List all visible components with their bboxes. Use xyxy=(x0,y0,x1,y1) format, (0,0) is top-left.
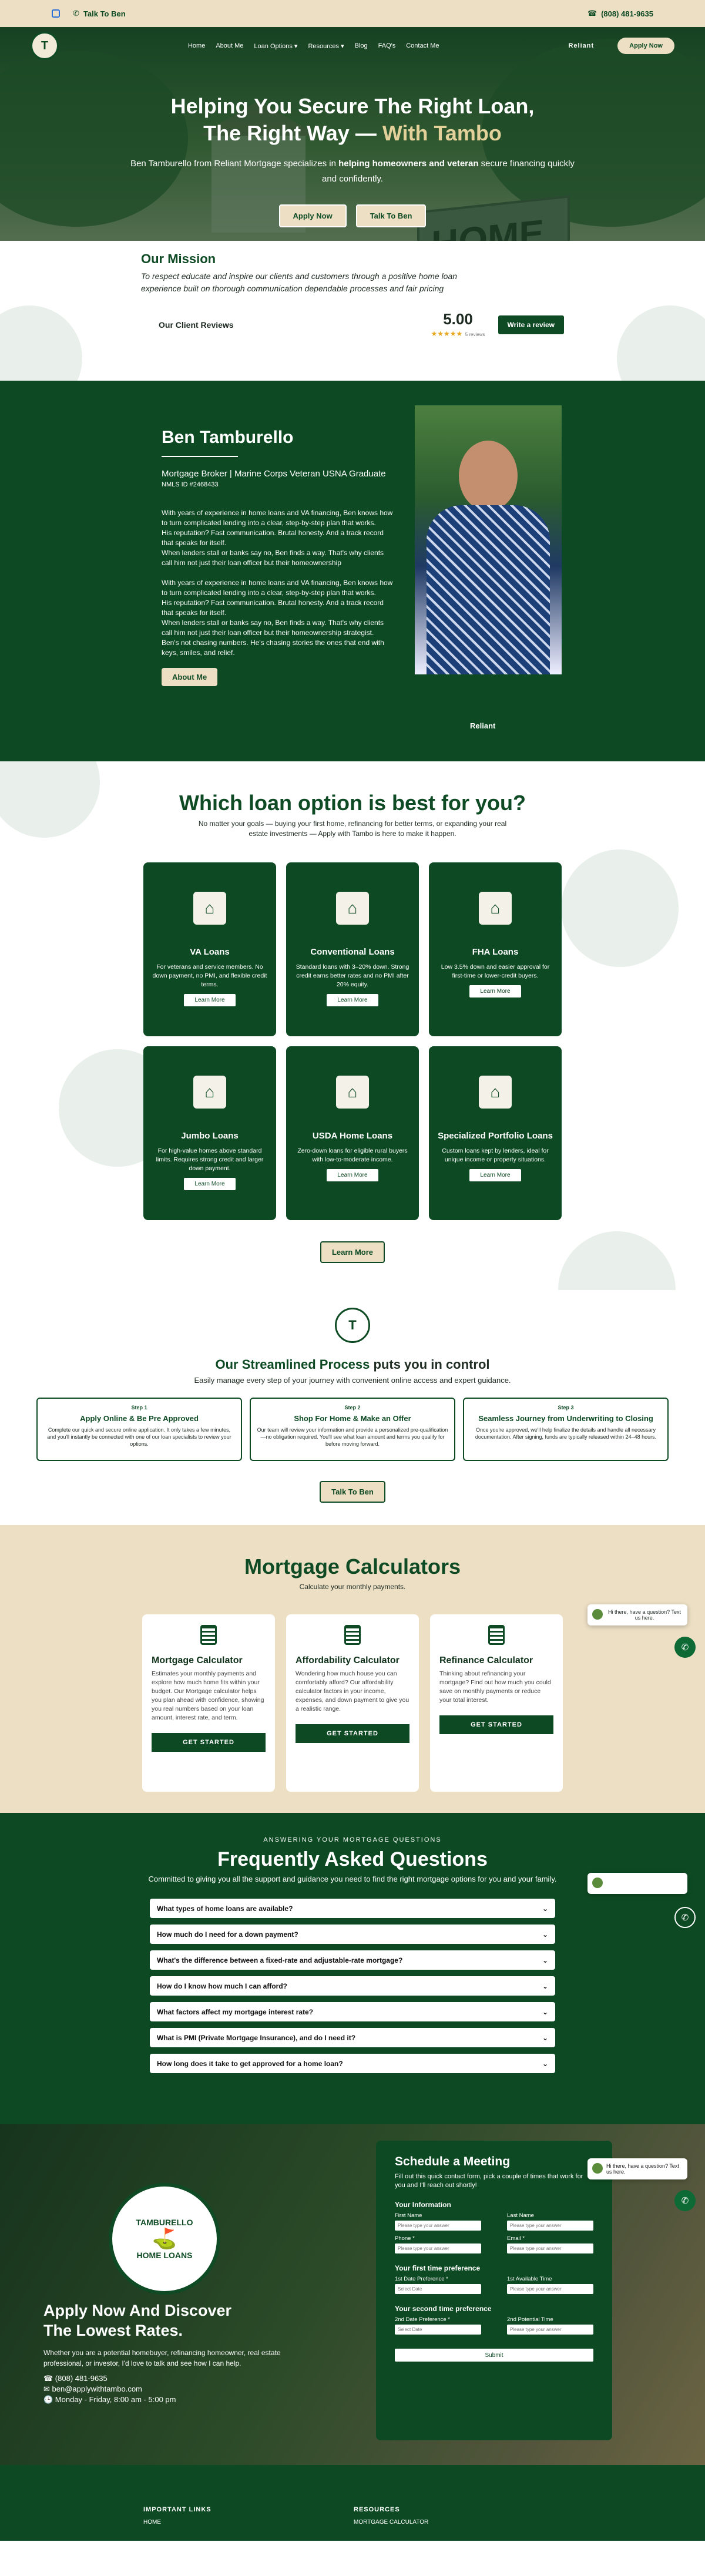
nav-apply-button[interactable]: Apply Now xyxy=(617,38,674,54)
footer-heading: IMPORTANT LINKS xyxy=(143,2506,212,2513)
time2-input[interactable] xyxy=(507,2325,593,2335)
calculator-icon xyxy=(344,1625,361,1645)
faq-list xyxy=(150,1899,555,2073)
house-icon: ⌂ xyxy=(479,1076,512,1109)
chat-launcher-icon[interactable]: ✆ xyxy=(674,2190,696,2211)
chat-launcher-icon[interactable]: ✆ xyxy=(674,1637,696,1658)
learn-more-button[interactable]: Learn More xyxy=(469,1169,521,1181)
nav-item-home[interactable]: Home xyxy=(187,42,206,49)
faq-item[interactable]: What factors affect my mortgage interest rate? ⌄ xyxy=(150,2002,555,2021)
get-started-button[interactable]: GET STARTED xyxy=(152,1733,266,1752)
review-count: 5 reviews xyxy=(465,332,485,337)
calculator-card-refinance: Refinance Calculator Thinking about refinancing your mortgage? Find out how much you could save on monthly payments or reduce your total interest. GET STARTED xyxy=(430,1614,563,1792)
chevron-down-icon: ⌄ xyxy=(542,1956,548,1964)
house-icon: ⌂ xyxy=(193,1076,226,1109)
nav-item-blog[interactable]: Blog xyxy=(354,42,368,49)
contact-text: Whether you are a potential homebuyer, refinancing homeowner, real estate professional, or investor, I'd love to talk and see how I can help. xyxy=(43,2349,281,2367)
calculator-card-affordability: Affordability Calculator Wondering how much house you can comfortably afford? Our affordability calculator factors in your income, expenses, and down payment to give you a realistic range. GET STARTED xyxy=(286,1614,419,1792)
learn-more-button[interactable]: Learn More xyxy=(327,1169,378,1181)
house-icon: ⌂ xyxy=(479,892,512,925)
faq-item[interactable]: How do I know how much I can afford? ⌄ xyxy=(150,1976,555,1996)
contact-email[interactable]: ✉ ben@applywithtambo.com xyxy=(43,2384,142,2393)
footer-link-mortgage-calculator[interactable]: MORTGAGE CALCULATOR xyxy=(354,2519,429,2525)
process-step-1: Step 1 Apply Online & Be Pre Approved Complete our quick and secure online application. It only takes a few minutes, and you'll instantly be connected with one of our loan specialists to review your options. xyxy=(36,1398,242,1461)
footer-link-home[interactable]: HOME xyxy=(143,2519,161,2525)
about-name: Ben Tamburello xyxy=(162,428,294,447)
facebook-icon[interactable] xyxy=(52,9,60,18)
date2-input[interactable] xyxy=(395,2325,481,2335)
faq-eyebrow: ANSWERING YOUR MORTGAGE QUESTIONS xyxy=(263,1836,442,1843)
phone-icon: ✆ xyxy=(73,9,79,18)
talk-to-ben-link[interactable]: ✆ Talk To Ben xyxy=(73,9,126,18)
chevron-down-icon: ⌄ xyxy=(542,2007,548,2016)
reliant-logo: Reliant xyxy=(470,721,496,730)
process-step-2: Step 2 Shop For Home & Make an Offer Our team will review your information and provide a personalized pre-qualification—no obligation required. You'll see what loan amount and terms you qualify for before moving forward. xyxy=(250,1398,455,1461)
calculator-icon xyxy=(200,1625,217,1645)
nav-item-resources[interactable]: Resources ▾ xyxy=(308,42,344,50)
learn-more-button[interactable]: Learn More xyxy=(184,1178,235,1190)
main-nav xyxy=(0,27,705,65)
last-name-input[interactable] xyxy=(507,2221,593,2231)
nav-item-faqs[interactable]: FAQ's xyxy=(378,42,396,49)
site-logo[interactable]: T xyxy=(31,32,59,60)
first-name-input[interactable] xyxy=(395,2221,481,2231)
about-me-button[interactable]: About Me xyxy=(162,668,217,686)
calculator-card-mortgage: Mortgage Calculator Estimates your monthly payments and explore how much home fits within your budget. Our Mortgage calculator helps you plan ahead with confidence, showing you real numbers based on your loan amount, interest rate, and term. GET STARTED xyxy=(142,1614,275,1792)
avatar xyxy=(592,1609,603,1620)
nav-item-about[interactable]: About Me xyxy=(216,42,244,49)
chat-popup[interactable]: Hi there, have a question? Text us here. xyxy=(588,1873,687,1894)
form-title: Schedule a Meeting xyxy=(395,2155,511,2168)
learn-more-button[interactable]: Learn More xyxy=(184,994,235,1006)
hero-talk-button[interactable]: Talk To Ben xyxy=(356,204,427,227)
mission-title: Our Mission xyxy=(141,251,216,266)
schedule-meeting-form: Schedule a Meeting Fill out this quick contact form, pick a couple of times that work for you and I'll reach out shortly! Your Information First Name Please type your answer Last Name Please type your answer Phone * Please type your answer Email * Please type your answer Your first time preference 1st Date Preference * Select Date 1st Available Time Please type your answer Your second time preference 2nd Date Preference * Select Date 2nd Potential Time Please type your answer Submit xyxy=(376,2141,612,2440)
get-started-button[interactable]: GET STARTED xyxy=(439,1715,553,1734)
loans-title: Which loan option is best for you? xyxy=(179,791,526,815)
learn-more-button[interactable]: Learn More xyxy=(327,994,378,1006)
mission-text: To respect educate and inspire our clients and customers through a positive home loan experience built on thorough communication dependable processes and fair pricing xyxy=(141,271,458,293)
faq-item[interactable]: How much do I need for a down payment? ⌄ xyxy=(150,1925,555,1944)
nav-item-loan-options[interactable]: Loan Options ▾ xyxy=(254,42,298,50)
chat-popup[interactable]: Hi there, have a question? Text us here. xyxy=(588,2158,687,2179)
footer xyxy=(0,2465,705,2541)
tamburello-home-loans-logo: TAMBURELLO ⛳ HOME LOANS xyxy=(109,2183,220,2295)
hero-subtitle: Ben Tamburello from Reliant Mortgage specializes in helping homeowners and veteran secure financing quickly and confidently. xyxy=(130,159,575,184)
topbar-phone[interactable]: ☎ (808) 481-9635 xyxy=(587,9,653,18)
faq-item[interactable]: What is PMI (Private Mortgage Insurance), and do I need it? ⌄ xyxy=(150,2028,555,2047)
submit-button[interactable]: Submit xyxy=(395,2349,593,2362)
house-icon: ⌂ xyxy=(336,892,369,925)
chevron-down-icon: ⌄ xyxy=(542,1981,548,1990)
calculators-section xyxy=(0,1525,705,1813)
house-icon: ⌂ xyxy=(193,892,226,925)
loan-card-usda: ⌂ USDA Home Loans Zero-down loans for eligible rural buyers with low-to-moderate income. Learn More xyxy=(286,1046,419,1220)
phone-icon: ☎ xyxy=(587,9,597,18)
contact-title: Apply Now And Discover The Lowest Rates. xyxy=(43,2302,232,2339)
reviews-widget xyxy=(141,310,564,339)
top-bar xyxy=(0,0,705,27)
loan-card-fha: ⌂ FHA Loans Low 3.5% down and easier approval for first-time or lower-credit buyers. Learn More xyxy=(429,862,562,1036)
reviews-label: Our Client Reviews xyxy=(159,320,234,330)
about-section xyxy=(0,381,705,761)
loan-card-va: ⌂ VA Loans For veterans and service members. No down payment, no PMI, and flexible credit terms. Learn More xyxy=(143,862,276,1036)
faq-item[interactable]: What's the difference between a fixed-rate and adjustable-rate mortgage? ⌄ xyxy=(150,1950,555,1970)
loans-intro: No matter your goals — buying your first home, refinancing for better terms, or expanding your real estate investments — Apply with Tambo is here to make it happen. xyxy=(198,820,507,838)
mission-section xyxy=(0,241,705,381)
calculator-icon xyxy=(488,1625,505,1645)
time1-input[interactable] xyxy=(507,2284,593,2294)
nav-menu xyxy=(188,42,439,50)
footer-heading: RESOURCES xyxy=(354,2506,400,2513)
avatar xyxy=(592,1878,603,1888)
review-score: 5.00 xyxy=(443,310,473,328)
loan-card-portfolio: ⌂ Specialized Portfolio Loans Custom loans kept by lenders, ideal for unique income or property situations. Learn More xyxy=(429,1046,562,1220)
get-started-button[interactable]: GET STARTED xyxy=(296,1724,409,1743)
nav-item-contact[interactable]: Contact Me xyxy=(406,42,439,49)
avatar xyxy=(592,2163,603,2174)
star-rating-icon: ★★★★★ xyxy=(431,330,463,338)
contact-hours: 🕒 Monday - Friday, 8:00 am - 5:00 pm xyxy=(43,2395,176,2404)
reliant-logo: Reliant xyxy=(568,42,595,49)
loans-learn-more-button[interactable]: Learn More xyxy=(320,1241,385,1263)
about-bio: With years of experience in home loans and VA financing, Ben knows how to turn complicated lending into a clear, step-by-step plan that works. His reputation? Fast communication. Brutal honesty. And a track record that speaks for itself. When lenders stall or banks say no, Ben finds a way. That's why clients call him not just their loan officer but their homeownership With years of experience in home loans and VA financing, Ben knows how to turn complicated lending into a clear, step-by-step plan that works. His reputation? Fast communication. Brutal honesty. And a track record that speaks for itself. When lenders stall or banks say no, Ben finds a way. That's why clients call him not just their loan officer but their homeownership strategist. Ben's not chasing numbers. He's chasing stories the ones that end with keys, smiles, and relief. xyxy=(162,509,393,657)
loan-card-conventional: ⌂ Conventional Loans Standard loans with 3–20% down. Strong credit earns better rates and no PMI after 20% equity. Learn More xyxy=(286,862,419,1036)
date1-input[interactable] xyxy=(395,2284,481,2294)
faq-intro: Committed to giving you all the support and guidance you need to find the right mortgage options for you and your family. xyxy=(148,1875,557,1883)
hero-apply-button[interactable]: Apply Now xyxy=(279,204,347,227)
chat-launcher-icon[interactable]: ✆ xyxy=(674,1907,696,1928)
process-section xyxy=(0,1290,705,1525)
write-review-button[interactable]: Write a review xyxy=(498,315,564,334)
phone-input[interactable] xyxy=(395,2243,481,2253)
faq-section xyxy=(0,1813,705,2124)
about-subtitle: Mortgage Broker | Marine Corps Veteran USNA Graduate xyxy=(162,469,386,479)
hero-section xyxy=(0,27,705,241)
calculators-intro: Calculate your monthly payments. xyxy=(299,1583,406,1591)
house-icon: ⌂ xyxy=(336,1076,369,1109)
calculators-title: Mortgage Calculators xyxy=(244,1554,461,1578)
ben-portrait-image xyxy=(415,405,562,674)
email-input[interactable] xyxy=(507,2243,593,2253)
faq-item[interactable]: How long does it take to get approved for a home loan? ⌄ xyxy=(150,2054,555,2073)
learn-more-button[interactable]: Learn More xyxy=(469,985,521,998)
chevron-down-icon: ⌄ xyxy=(542,2059,548,2068)
process-intro: Easily manage every step of your journey with convenient online access and expert guidance. xyxy=(194,1376,511,1385)
loan-options-section xyxy=(0,761,705,1290)
process-title: Our Streamlined Process puts you in control xyxy=(215,1357,490,1372)
loan-card-jumbo: ⌂ Jumbo Loans For high-value homes above standard limits. Requires strong credit and larger down payment. Learn More xyxy=(143,1046,276,1220)
chevron-down-icon: ⌄ xyxy=(542,1930,548,1939)
chat-popup[interactable]: Hi there, have a question? Text us here. xyxy=(588,1604,687,1625)
process-talk-button[interactable]: Talk To Ben xyxy=(320,1481,385,1503)
tamburello-seal-icon: T xyxy=(335,1308,370,1343)
process-step-3: Step 3 Seamless Journey from Underwriting to Closing Once you're approved, we'll help finalize the details and handle all necessary documentation. After signing, funds are typically released within 24–48 hours. xyxy=(463,1398,669,1461)
contact-phone[interactable]: ☎ (808) 481-9635 xyxy=(43,2374,108,2383)
faq-title: Frequently Asked Questions xyxy=(217,1848,488,1870)
hero-title: Helping You Secure The Right Loan, The Right Way — With Tambo xyxy=(170,94,535,145)
nmls-id: NMLS ID #2468433 xyxy=(162,481,219,488)
form-description: Fill out this quick contact form, pick a couple of times that work for you and I'll reach out shortly! xyxy=(395,2173,583,2189)
chevron-down-icon: ⌄ xyxy=(542,1904,548,1913)
contact-section xyxy=(0,2124,705,2465)
chevron-down-icon: ⌄ xyxy=(542,2033,548,2042)
faq-item[interactable]: What types of home loans are available? ⌄ xyxy=(150,1899,555,1918)
